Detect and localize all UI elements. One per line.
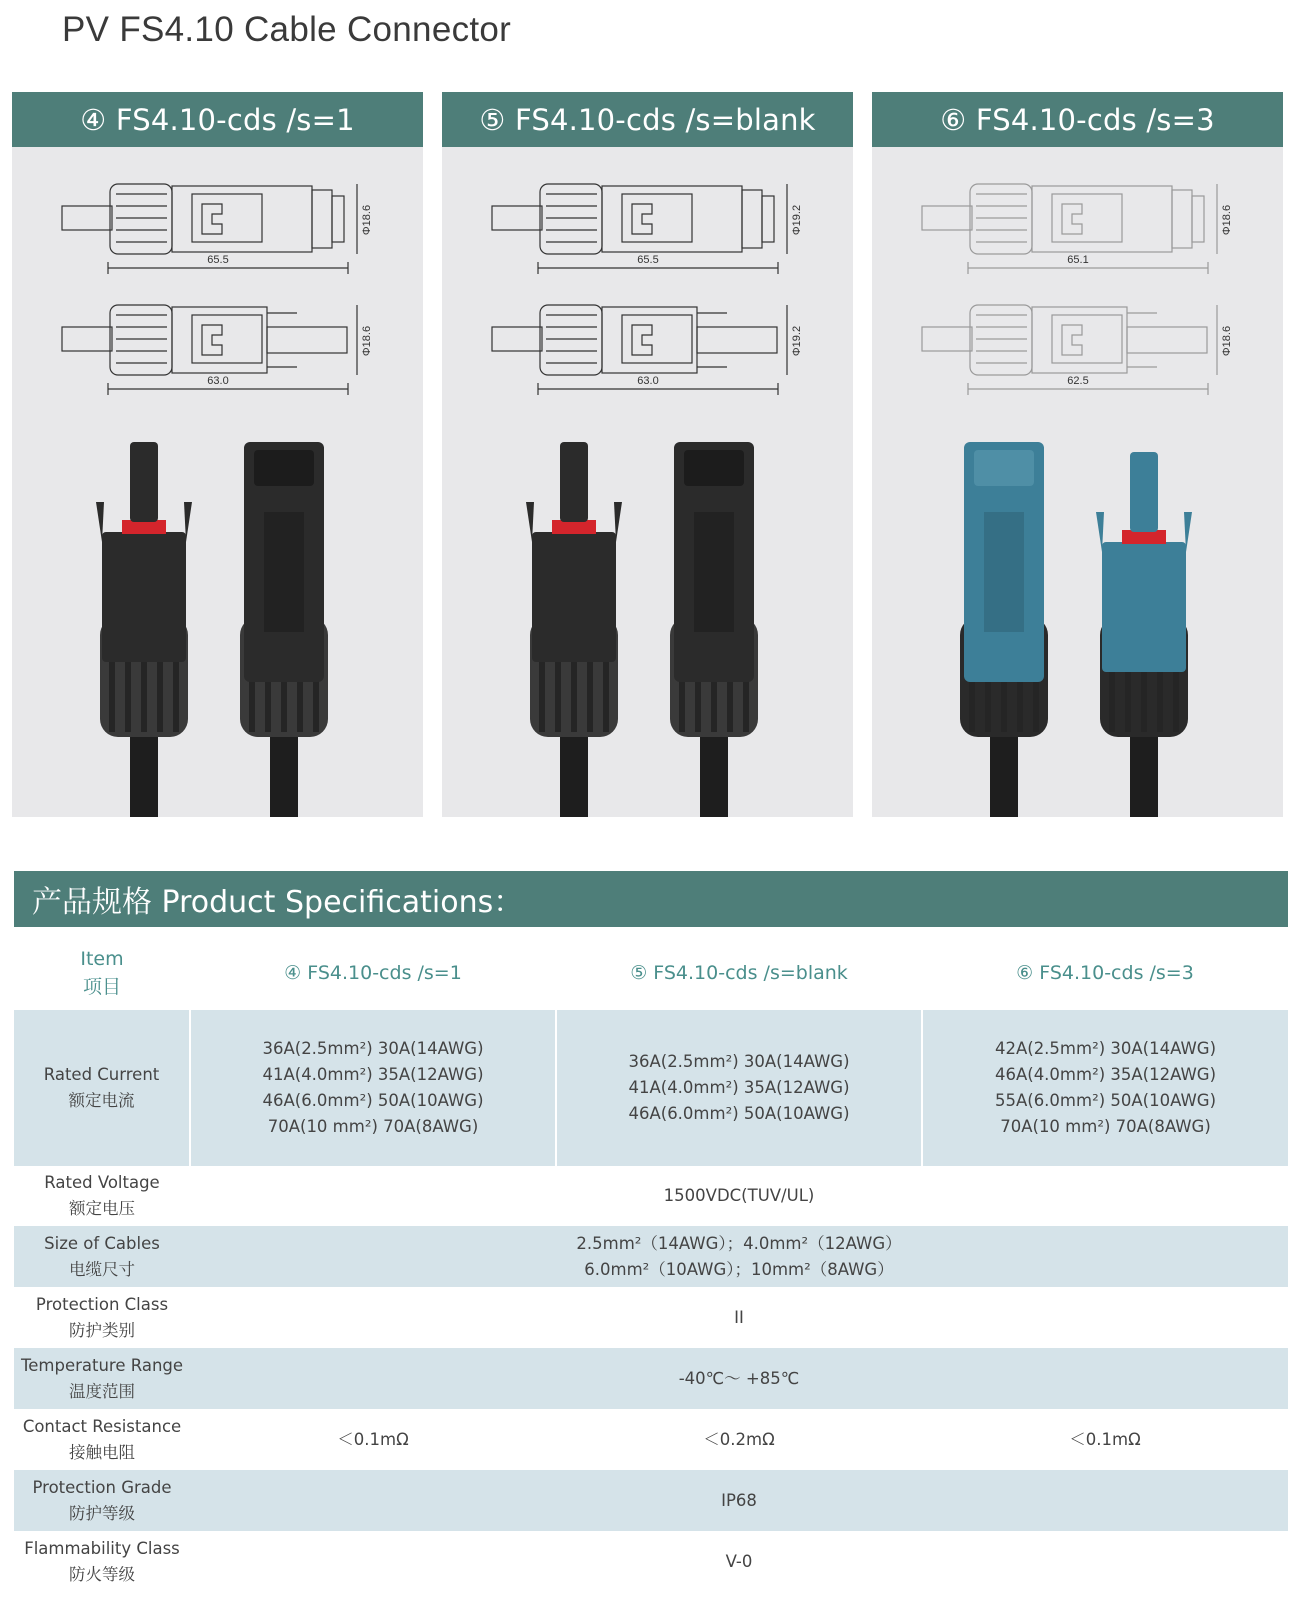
seal-ring (552, 520, 596, 534)
spec-label (14, 1531, 190, 1592)
spec-label-cn: 接触电阻 (69, 1442, 135, 1462)
spec-value (190, 1226, 1288, 1287)
spec-row (14, 1470, 1288, 1531)
spec-header-row (14, 936, 1288, 1010)
length-dimension: 63.0 (637, 375, 659, 387)
spec-value (922, 1010, 1288, 1166)
front-outline (1172, 190, 1192, 248)
spec-value (556, 1010, 922, 1166)
spec-row (14, 1166, 1288, 1226)
cable-outline (62, 327, 112, 351)
latch-line (1127, 313, 1157, 367)
spec-value-line: IP68 (721, 1490, 757, 1510)
model-column-header: ⑤ FS4.10-cds /s=blank (630, 962, 848, 984)
model-column-header: ⑥ FS4.10-cds /s=3 (1016, 962, 1194, 984)
male-connector-photo (526, 442, 622, 817)
pin (560, 442, 588, 522)
spec-value-line: 46A(6.0mm²) 50A(10AWG) (628, 1104, 850, 1123)
spec-value-line: -40℃～ +85℃ (678, 1368, 800, 1388)
pin-outline (697, 327, 777, 353)
spec-value-line: 70A(10 mm²) 70A(8AWG) (267, 1117, 479, 1136)
length-dimension: 63.0 (207, 375, 229, 387)
spec-value-line: ＜0.1mΩ (337, 1429, 409, 1449)
logo-mark (632, 204, 652, 234)
length-dimension: 65.5 (637, 254, 659, 266)
panel-heading: ⑤ FS4.10-cds /s=blank (442, 92, 853, 147)
male-connector-photo (1096, 452, 1192, 817)
pin (1130, 452, 1158, 532)
spec-label-cn: 温度范围 (69, 1381, 135, 1401)
spec-table (14, 936, 1288, 1592)
spec-value-line: 55A(6.0mm²) 50A(10AWG) (994, 1091, 1217, 1110)
product-panel-2 (442, 92, 853, 817)
spec-label-en: Rated Current (43, 1065, 160, 1084)
tip-outline (332, 196, 344, 242)
spec-value-line: 36A(2.5mm²) 30A(14AWG) (628, 1052, 850, 1071)
spec-value-line: 46A(4.0mm²) 35A(12AWG) (994, 1065, 1217, 1084)
logo-mark (202, 204, 222, 234)
spec-row (14, 1409, 1288, 1470)
connector-illustration (872, 147, 1283, 817)
diameter-dimension: Φ18.6 (1221, 204, 1233, 236)
spec-label-cn: 防护等级 (69, 1503, 135, 1523)
front-outline (312, 190, 332, 248)
female-connector-photo (240, 442, 328, 817)
spec-row (14, 1287, 1288, 1348)
spec-label-cn: 电缆尺寸 (69, 1259, 135, 1279)
spec-value-line: 70A(10 mm²) 70A(8AWG) (1000, 1117, 1211, 1136)
spec-label (14, 1287, 190, 1348)
female-connector-photo (960, 442, 1048, 817)
spec-label-cn: 防火等级 (69, 1564, 135, 1584)
length-dimension: 62.5 (1067, 375, 1089, 387)
spec-value (190, 1531, 1288, 1592)
spec-label-en: Rated Voltage (44, 1173, 160, 1192)
female-connector-photo (670, 442, 758, 817)
spec-value-line: 41A(4.0mm²) 35A(12AWG) (628, 1078, 850, 1097)
logo-mark (632, 325, 652, 355)
connector-illustration (12, 147, 423, 817)
latch-line (697, 313, 727, 367)
diameter-dimension: Φ19.2 (791, 325, 803, 357)
cable-outline (922, 206, 972, 230)
seal-ring (122, 520, 166, 534)
diameter-dimension: Φ18.6 (1221, 325, 1233, 357)
spec-label-en: Flammability Class (24, 1538, 180, 1558)
cable-outline (922, 327, 972, 351)
logo-mark (202, 325, 222, 355)
panel-heading: ⑥ FS4.10-cds /s=3 (872, 92, 1283, 147)
spec-label (14, 1409, 190, 1470)
spec-label (14, 1010, 190, 1166)
socket (254, 450, 314, 486)
spec-value-line: 41A(4.0mm²) 35A(12AWG) (262, 1065, 484, 1084)
diameter-dimension: Φ18.6 (361, 325, 373, 357)
spec-label (14, 1226, 190, 1287)
tip-outline (762, 196, 774, 242)
cable-outline (62, 206, 112, 230)
latch-line (267, 313, 297, 367)
spec-value-line: II (734, 1307, 744, 1327)
length-dimension: 65.5 (207, 254, 229, 266)
body (1102, 542, 1186, 672)
spec-value-line: 6.0mm²（10AWG）；10mm²（8AWG） (584, 1259, 894, 1279)
side-window (694, 512, 734, 632)
spec-value (556, 1409, 922, 1470)
model-column-header: ④ FS4.10-cds /s=1 (284, 962, 462, 984)
cable-outline (492, 327, 542, 351)
spec-value (190, 1287, 1288, 1348)
spec-label-cn: 防护类别 (69, 1320, 135, 1340)
panel-heading: ④ FS4.10-cds /s=1 (12, 92, 423, 147)
pin-outline (267, 327, 347, 353)
body (102, 532, 186, 662)
front-outline (742, 190, 762, 248)
diameter-dimension: Φ18.6 (361, 204, 373, 236)
logo-mark (1062, 204, 1082, 234)
spec-value (922, 1409, 1288, 1470)
spec-section-heading: 产品规格 Product Specifications： (14, 871, 1288, 927)
spec-label (14, 1348, 190, 1409)
spec-value (190, 1470, 1288, 1531)
item-column-header (14, 936, 190, 1010)
pin (130, 442, 158, 522)
socket (974, 450, 1034, 486)
side-window (984, 512, 1024, 632)
spec-label-en: Size of Cables (44, 1233, 160, 1253)
spec-row (14, 1348, 1288, 1409)
item-label-cn: 项目 (82, 976, 121, 998)
product-panel-3 (872, 92, 1283, 817)
spec-value-line: 42A(2.5mm²) 30A(14AWG) (994, 1039, 1217, 1058)
spec-label (14, 1166, 190, 1226)
spec-value (190, 1348, 1288, 1409)
spec-value-line: ＜0.1mΩ (1069, 1429, 1141, 1449)
product-panel-1 (12, 92, 423, 817)
spec-value (190, 1166, 1288, 1226)
item-label-en: Item (80, 948, 124, 970)
body (532, 532, 616, 662)
spec-label-cn: 额定电流 (68, 1091, 135, 1110)
spec-label-en: Temperature Range (20, 1355, 184, 1375)
spec-value-line: V-0 (725, 1551, 753, 1571)
spec-row (14, 1531, 1288, 1592)
spec-value-line: 2.5mm²（14AWG）；4.0mm²（12AWG） (576, 1233, 902, 1253)
side-window (264, 512, 304, 632)
spec-label (14, 1470, 190, 1531)
diameter-dimension: Φ19.2 (791, 204, 803, 236)
logo-mark (1062, 325, 1082, 355)
spec-value-line: 1500VDC(TUV/UL) (663, 1186, 815, 1205)
pin-outline (1127, 327, 1207, 353)
cable-outline (492, 206, 542, 230)
spec-row (14, 1010, 1288, 1166)
spec-value (190, 1010, 556, 1166)
spec-value-line: 46A(6.0mm²) 50A(10AWG) (262, 1091, 484, 1110)
spec-value (190, 1409, 556, 1470)
spec-label-en: Contact Resistance (22, 1416, 182, 1436)
connector-illustration (442, 147, 853, 817)
spec-row (14, 1226, 1288, 1287)
socket (684, 450, 744, 486)
spec-value-line: 36A(2.5mm²) 30A(14AWG) (262, 1039, 484, 1058)
length-dimension: 65.1 (1067, 254, 1089, 266)
spec-label-en: Protection Grade (32, 1477, 172, 1497)
spec-label-cn: 额定电压 (69, 1199, 135, 1218)
tip-outline (1192, 196, 1204, 242)
spec-value-line: ＜0.2mΩ (703, 1429, 775, 1449)
male-connector-photo (96, 442, 192, 817)
page-title: PV FS4.10 Cable Connector (62, 10, 512, 49)
spec-label-en: Protection Class (35, 1294, 169, 1314)
seal-ring (1122, 530, 1166, 544)
